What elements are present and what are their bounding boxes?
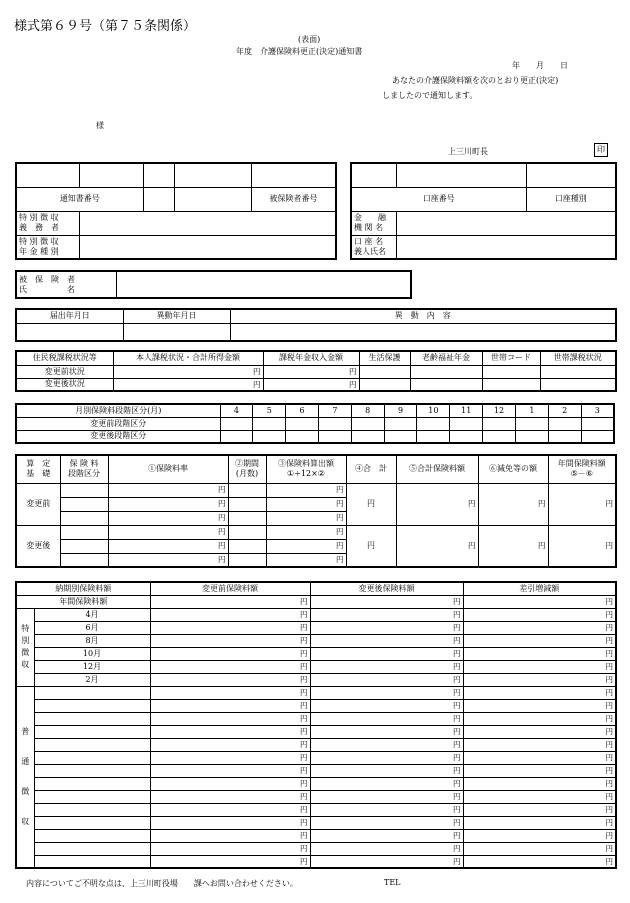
tax-header-2: 課税年金収入金額 — [263, 351, 359, 365]
footer-tel: TEL — [384, 878, 401, 887]
special-month-2: 2月 — [34, 673, 150, 686]
grade-after-label: 変更後段階区分 — [16, 430, 220, 443]
calc-amount-header: ③保険料算出額 ①÷12×② — [266, 455, 346, 483]
special-month-12: 12月 — [34, 660, 150, 673]
normal-collection-row: 円 円 円 — [16, 725, 616, 738]
change-date-header: 異動年月日 — [123, 309, 230, 323]
normal-collection-row: 普 通 徴 収 円 円 円 — [16, 686, 616, 699]
tax-header-5: 世帯コード — [482, 351, 540, 365]
notice-info-table — [15, 162, 337, 260]
account-number-label: 口座番号 — [351, 187, 526, 211]
month-12: 12 — [483, 404, 516, 417]
month-7: 7 — [318, 404, 351, 417]
month-5: 5 — [253, 404, 286, 417]
calc-grade-header: 保 険 料 段階区分 — [60, 455, 108, 483]
insured-name-table — [15, 270, 412, 299]
calc-sum-header: ④合 計 — [346, 455, 396, 483]
bank-account-table — [350, 162, 617, 260]
normal-collection-label: 普 通 徴 収 — [16, 686, 34, 868]
normal-collection-row: 円 円 円 — [16, 855, 616, 868]
inst-header-2: 変更後保険料額 — [310, 582, 463, 595]
inst-header-0: 納期別保険料額 — [16, 582, 150, 595]
inst-header-3: 差引増減額 — [463, 582, 616, 595]
tax-header-0: 住民税課税状況等 — [16, 351, 113, 365]
notice-message-line1: あなたの介護保険料額を次のとおり更正(決定) — [392, 76, 559, 85]
month-3: 3 — [581, 404, 614, 417]
normal-collection-row: 円 円 円 — [16, 842, 616, 855]
tax-status-table: 住民税課税状況等 本人課税状況・合計所得金額 課税年金収入金額 生活保護 老齢福祉年金 世帯コード 世帯課税状況 変更前状況 円 円 変更後状況 円 円 — [15, 350, 617, 392]
calc-annual-header: 年間保険料額 ⑤－⑥ — [548, 455, 616, 483]
month-2: 2 — [548, 404, 581, 417]
normal-collection-row: 円 円 円 — [16, 712, 616, 725]
tax-header-4: 老齢福祉年金 — [410, 351, 482, 365]
tax-row-after: 変更後状況 — [16, 378, 113, 391]
special-month-10: 10月 — [34, 647, 150, 660]
monthly-grade-table — [15, 403, 615, 444]
inst-header-1: 変更前保険料額 — [150, 582, 310, 595]
normal-collection-row: 円 円 円 — [16, 699, 616, 712]
account-type-label: 口座種別 — [526, 187, 616, 211]
calculation-table: 算 定 基 礎 保 険 料 段階区分 ①保険料率 ②期間 (月数) ③保険料算出額 ①÷12×② ④合 計 ⑤合計保険料額 ⑥減免等の額 年間保険料額 ⑤－⑥ 変更前 円 円 円 円 円 円 円 円 円 円 変更後 円 円 円 円 円 円 円 円 円 円 — [15, 454, 617, 568]
inst-annual-label: 年間保険料額 — [16, 595, 150, 608]
installments-table: 納期別保険料額 変更前保険料額 変更後保険料額 差引増減額 年間保険料額 円 円 円 特 別 徴 収 4月 円 円 円 6月 円 円 円 8月 円 円 円 10月 円 円 円 12月 円 円 円 2月 円 円 円 普 通 徴 収 円 円 円 円 円 円 円 円 円 円 円 円 円 円 円 円 円 円 円 円 円 円 円 円 円 円 円 円 円 円 円 円 円 円 円 円 円 円 円 円 円 円 — [15, 581, 617, 869]
notice-message-line2: しましたので通知します。 — [382, 91, 478, 100]
month-9: 9 — [384, 404, 417, 417]
calc-basis-header: 算 定 基 礎 — [16, 455, 60, 483]
special-month-6: 6月 — [34, 621, 150, 634]
page-title: 年度 介護保険料更正(決定)通知書 — [236, 47, 363, 56]
tax-header-6: 世帯課税状況 — [540, 351, 616, 365]
normal-collection-row: 円 円 円 — [16, 790, 616, 803]
insured-number-label: 被保険者番号 — [251, 187, 336, 211]
calc-after-label: 変更後 — [16, 525, 60, 567]
insured-name-label: 被 保 険 者 氏 名 — [16, 271, 116, 298]
footer-inquiry: 内容についてご不明な点は、上三川町役場 課へお問い合わせください。 — [26, 879, 298, 888]
special-collection-label: 特 別 徴 収 — [16, 608, 34, 686]
form-number: 様式第６９号（第７５条関係） — [14, 19, 197, 34]
calc-reduction-header: ⑥減免等の額 — [478, 455, 548, 483]
notice-number-label: 通知書番号 — [16, 187, 143, 211]
calc-rate-header: ①保険料率 — [108, 455, 228, 483]
month-8: 8 — [351, 404, 384, 417]
recipient-honorific: 様 — [96, 121, 104, 130]
filing-date-header: 届出年月日 — [16, 309, 123, 323]
special-month-8: 8月 — [34, 634, 150, 647]
month-4: 4 — [220, 404, 253, 417]
normal-collection-row: 円 円 円 — [16, 777, 616, 790]
change-history-table — [15, 308, 617, 342]
seal-stamp: 印 — [594, 143, 608, 157]
special-collector-label: 特 別 徴 収 義 務 者 — [16, 211, 80, 235]
special-month-4: 4月 — [34, 608, 150, 621]
normal-collection-row: 円 円 円 — [16, 738, 616, 751]
month-6: 6 — [286, 404, 319, 417]
issue-date: 年 月 日 — [512, 61, 568, 70]
normal-collection-row: 円 円 円 — [16, 816, 616, 829]
calc-period-header: ②期間 (月数) — [228, 455, 266, 483]
month-11: 11 — [450, 404, 483, 417]
special-pension-label: 特 別 徴 収 年 金 種 別 — [16, 235, 80, 259]
form-side: (表面) — [298, 35, 321, 44]
monthly-grade-header: 月別保険料段階区分(月) — [16, 404, 220, 417]
insured-name-value — [116, 271, 411, 298]
normal-collection-row: 円 円 円 — [16, 829, 616, 842]
account-holder-label: 口 座 名 義人氏名 — [351, 235, 396, 259]
normal-collection-row: 円 円 円 — [16, 764, 616, 777]
month-1: 1 — [515, 404, 548, 417]
tax-row-before: 変更前状況 — [16, 365, 113, 378]
calc-total-header: ⑤合計保険料額 — [396, 455, 478, 483]
institution-label: 金 融 機 関 名 — [351, 211, 396, 235]
normal-collection-row: 円 円 円 — [16, 803, 616, 816]
tax-header-1: 本人課税状況・合計所得金額 — [113, 351, 263, 365]
change-content-header: 異 動 内 容 — [230, 309, 616, 323]
calc-before-label: 変更前 — [16, 483, 60, 525]
tax-header-3: 生活保護 — [359, 351, 410, 365]
normal-collection-row: 円 円 円 — [16, 751, 616, 764]
grade-before-label: 変更前段階区分 — [16, 417, 220, 430]
month-10: 10 — [417, 404, 450, 417]
issuer-name: 上三川町長 — [448, 147, 488, 156]
